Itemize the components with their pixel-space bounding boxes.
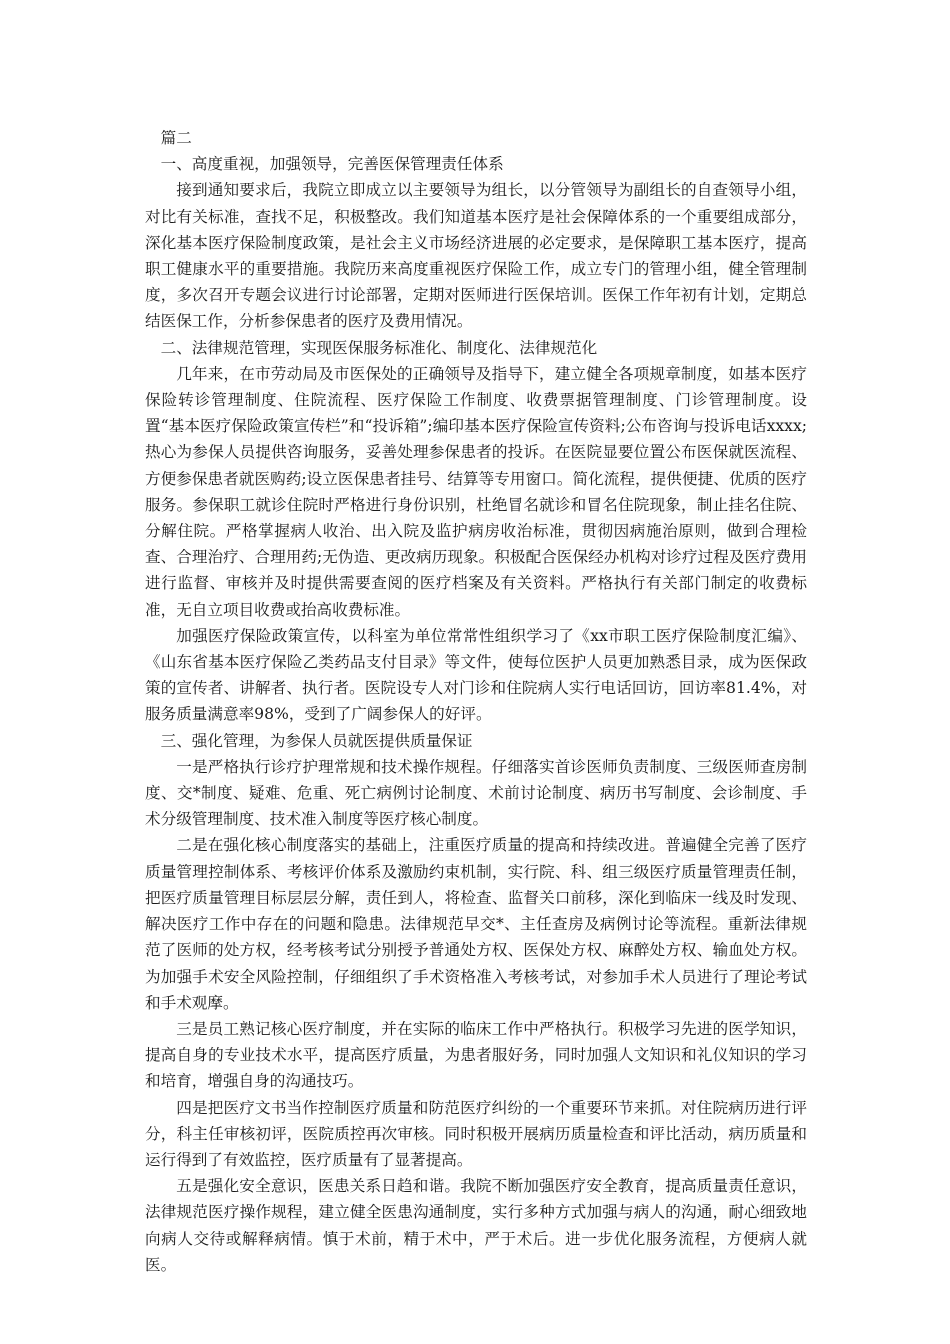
section-2-paragraph-2: 加强医疗保险政策宣传，以科室为单位常常性组织学习了《xx市职工医疗保险制度汇编》、《山东省基本医疗保险乙类药品支付目录》等文件，使每位医护人员更加熟悉目录，成为医保政策的宣传者、讲解者、执行者。医院设专人对门诊和住院病人实行电话回访，回访率81.4%，对服务质量满意率98%，受到了广阔参保人的好评。	[145, 626, 807, 724]
document-body	[145, 125, 807, 1278]
section-3-paragraph-2: 二是在强化核心制度落实的基础上，注重医疗质量的提高和持续改进。普遍健全完善了医疗质量管理控制体系、考核评价体系及激励约束机制，实行院、科、组三级医疗质量管理责任制，把医疗质量管理目标层层分解，责任到人，将检查、监督关口前移，深化到临床一线及时发现、解决医疗工作中存在的问题和隐患。法律规范早交*、主任查房及病例讨论等流程。重新法律规范了医师的处方权，经考核考试分别授予普通处方权、医保处方权、麻醉处方权、输血处方权。为加强手术安全风险控制，仔细组织了手术资格准入考核考试，对参加手术人员进行了理论考试和手术观摩。	[145, 836, 807, 1012]
section-heading-1: 一、高度重视，加强领导，完善医保管理责任体系	[160, 155, 504, 174]
section-3-paragraph-1: 一是严格执行诊疗护理常规和技术操作规程。仔细落实首诊医师负责制度、三级医师查房制度、交*制度、疑难、危重、死亡病例讨论制度、术前讨论制度、病历书写制度、会诊制度、手术分级管理制度、技术准入制度等医疗核心制度。	[145, 757, 807, 829]
section-3-paragraph-3: 三是员工熟记核心医疗制度，并在实际的临床工作中严格执行。积极学习先进的医学知识，提高自身的专业技术水平，提高医疗质量，为患者服好务，同时加强人文知识和礼仪知识的学习和培育，增强自身的沟通技巧。	[145, 1019, 807, 1091]
section-heading-2: 二、法律规范管理，实现医保服务标准化、制度化、法律规范化	[160, 338, 598, 357]
section-heading-3: 三、强化管理，为参保人员就医提供质量保证	[160, 731, 473, 750]
section-3-paragraph-5: 五是强化安全意识，医患关系日趋和谐。我院不断加强医疗安全教育，提高质量责任意识，法律规范医疗操作规程，建立健全医患沟通制度，实行多种方式加强与病人的沟通，耐心细致地向病人交待或解释病情。慎于术前，精于术中，严于术后。进一步优化服务流程，方便病人就医。	[145, 1177, 807, 1274]
section-1-paragraph-1: 接到通知要求后，我院立即成立以主要领导为组长，以分管领导为副组长的自查领导小组，对比有关标准，查找不足，积极整改。我们知道基本医疗是社会保障体系的一个重要组成部分，深化基本医疗保险制度政策，是社会主义市场经济进展的必定要求，是保障职工基本医疗，提高职工健康水平的重要措施。我院历来高度重视医疗保险工作，成立专门的管理小组，健全管理制度，多次召开专题会议进行讨论部署，定期对医师进行医保培训。医保工作年初有计划，定期总结医保工作，分析参保患者的医疗及费用情况。	[145, 181, 807, 331]
section-3-paragraph-4: 四是把医疗文书当作控制医疗质量和防范医疗纠纷的一个重要环节来抓。对住院病历进行评分，科主任审核初评，医院质控再次审核。同时积极开展病历质量检查和评比活动，病历质量和运行得到了有效监控，医疗质量有了显著提高。	[145, 1098, 807, 1169]
document-title: 篇二	[160, 129, 192, 147]
section-2-paragraph-1: 几年来，在市劳动局及市医保处的正确领导及指导下，建立健全各项规章制度，如基本医疗保险转诊管理制度、住院流程、医疗保险工作制度、收费票据管理制度、门诊管理制度。设置“基本医疗保险政策宣传栏”和“投诉箱”;编印基本医疗保险宣传资料;公布咨询与投诉电话xxxx;热心为参保人员提供咨询服务，妥善处理参保患者的投诉。在医院显要位置公布医保就医流程、方便参保患者就医购药;设立医保患者挂号、结算等专用窗口。简化流程，提供便捷、优质的医疗服务。参保职工就诊住院时严格进行身份识别，杜绝冒名就诊和冒名住院现象，制止挂名住院、分解住院。严格掌握病人收治、出入院及监护病房收治标准，贯彻因病施治原则，做到合理检查、合理治疗、合理用药;无伪造、更改病历现象。积极配合医保经办机构对诊疗过程及医疗费用进行监督、审核并及时提供需要查阅的医疗档案及有关资料。严格执行有关部门制定的收费标准，无自立项目收费或抬高收费标准。	[145, 364, 807, 619]
